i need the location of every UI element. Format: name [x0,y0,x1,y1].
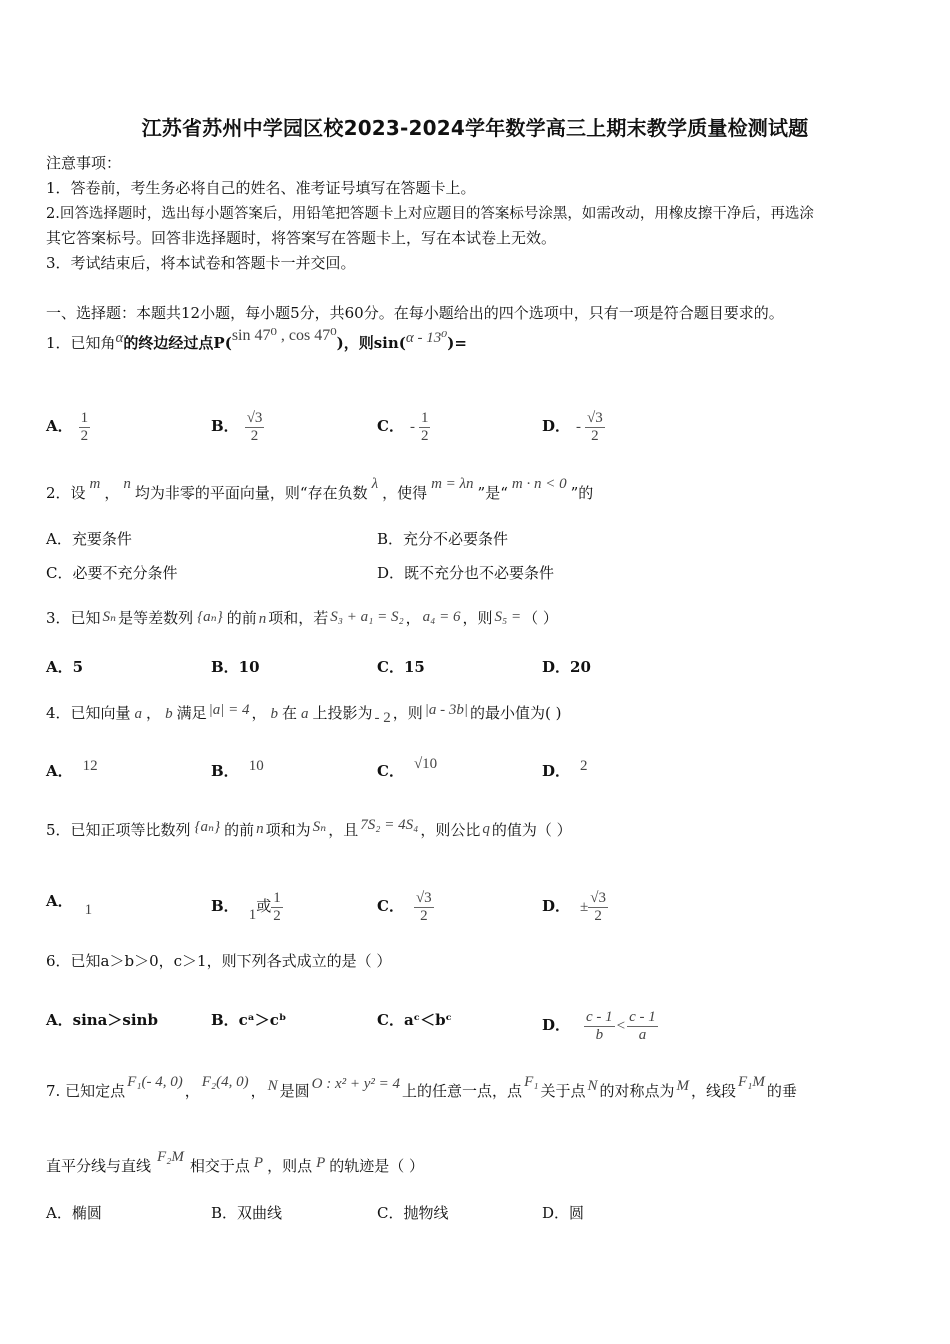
q4-option-d[interactable]: D． 2 [542,758,588,780]
question-6-stem: 6．已知a＞b＞0，c＞1，则下列各式成立的是（ ） [46,952,392,970]
q3-option-b[interactable]: B．10 [211,658,260,676]
q5-option-a[interactable]: A． 1 [46,892,93,918]
question-7-stem-line2: 直平分线与直线 F₂M 相交于点 P ，则点 P 的轨迹是（ ） [46,1149,425,1175]
question-4-stem: 4．已知向量 a ， b 满足 |a| = 4 ， b 在 a 上投影为 - 2 ，则 |a - 3b| 的最小值为( ) [46,702,562,726]
q2-option-b[interactable]: B．充分不必要条件 [377,530,509,548]
q1-option-d[interactable]: D． - $\frac{√3}{2}$ [542,410,603,444]
q1-option-b[interactable]: B． $\frac{√3}{2}$ [211,410,263,444]
note-2a: 2.回答选择题时，选出每小题答案后，用铅笔把答题卡上对应题目的答案标号涂黑，如需改动，用橡皮擦干净后，再选涂 [46,206,814,222]
page-title: 江苏省苏州中学园区校2023-2024学年数学高三上期末教学质量检测试题 [141,116,809,140]
q6-option-b[interactable]: B．cᵃ＞cᵇ [211,1011,287,1029]
question-1-stem: 1．已知角α的终边经过点P(sin 47⁰ , cos 47⁰)，则sin(α - 13⁰)= [46,327,467,352]
question-5-stem: 5．已知正项等比数列 {aₙ} 的前 n 项和为 Sₙ ，且 7S₂ = 4S₄ ，则公比 q 的值为（ ） [46,817,572,839]
q3-option-a[interactable]: A．5 [46,658,84,676]
note-2b: 其它答案标号。回答非选择题时，将答案写在答题卡上，写在本试卷上无效。 [46,229,557,247]
q5-option-d[interactable]: D． ± $\frac{√3}{2}$ [542,890,606,924]
q2-option-d[interactable]: D．既不充分也不必要条件 [377,564,555,582]
q7-option-c[interactable]: C．抛物线 [377,1204,449,1222]
q3-option-d[interactable]: D．20 [542,658,591,676]
q5-option-b[interactable]: B． 1或 $\frac{1}{2}$ [211,890,281,924]
question-3-stem: 3．已知 Sₙ 是等差数列 {aₙ} 的前 n 项和，若 S₃ + a₁ = S₂ ， a₄ = 6 ，则 S₅ = （ ） [46,609,558,627]
q2-option-c[interactable]: C．必要不充分条件 [46,564,178,582]
q7-option-b[interactable]: B．双曲线 [211,1204,283,1222]
note-3: 3．考试结束后，将本试卷和答题卡一并交回。 [46,254,356,272]
q6-option-a[interactable]: A．sina＞sinb [46,1011,158,1029]
notes-heading: 注意事项： [46,154,122,172]
q6-option-c[interactable]: C．aᶜ＜bᶜ [377,1011,452,1029]
q7-option-a[interactable]: A．椭圆 [46,1204,102,1222]
q3-option-c[interactable]: C．15 [377,658,425,676]
q2-option-a[interactable]: A．充要条件 [46,530,132,548]
section-heading: 一、选择题：本题共12小题，每小题5分，共60分。在每小题给出的四个选项中，只有一项是符合题目要求的。 [46,304,784,322]
question-2-stem: 2．设 m ， n 均为非零的平面向量，则“存在负数 λ ，使得 m = λn ”是“ m · n < 0 ”的 [46,476,594,502]
q7-option-d[interactable]: D．圆 [542,1204,585,1222]
q6-option-d[interactable]: D． $\frac{c - 1}{b}$ < $\frac{c - 1}{a}$ [542,1009,656,1043]
q1-option-c[interactable]: C． - $\frac{1}{2}$ [377,410,429,444]
q4-option-a[interactable]: A． 12 [46,758,98,780]
q4-option-c[interactable]: C． √10 [377,756,438,780]
q4-option-b[interactable]: B． 10 [211,758,264,780]
q1-option-a[interactable]: A． $\frac{1}{2}$ [46,410,89,444]
question-7-stem-line1: 7. 已知定点 F₁(- 4, 0) ， F₂(4, 0) ， N 是圆 O : x² + y² = 4 上的任意一点，点 F₁ 关于点 N 的对称点为 M ，线段 F₁M 的垂 [46,1074,797,1100]
note-1: 1．答卷前，考生务必将自己的姓名、准考证号填写在答题卡上。 [46,179,476,197]
q5-option-c[interactable]: C． $\frac{√3}{2}$ [377,890,432,924]
